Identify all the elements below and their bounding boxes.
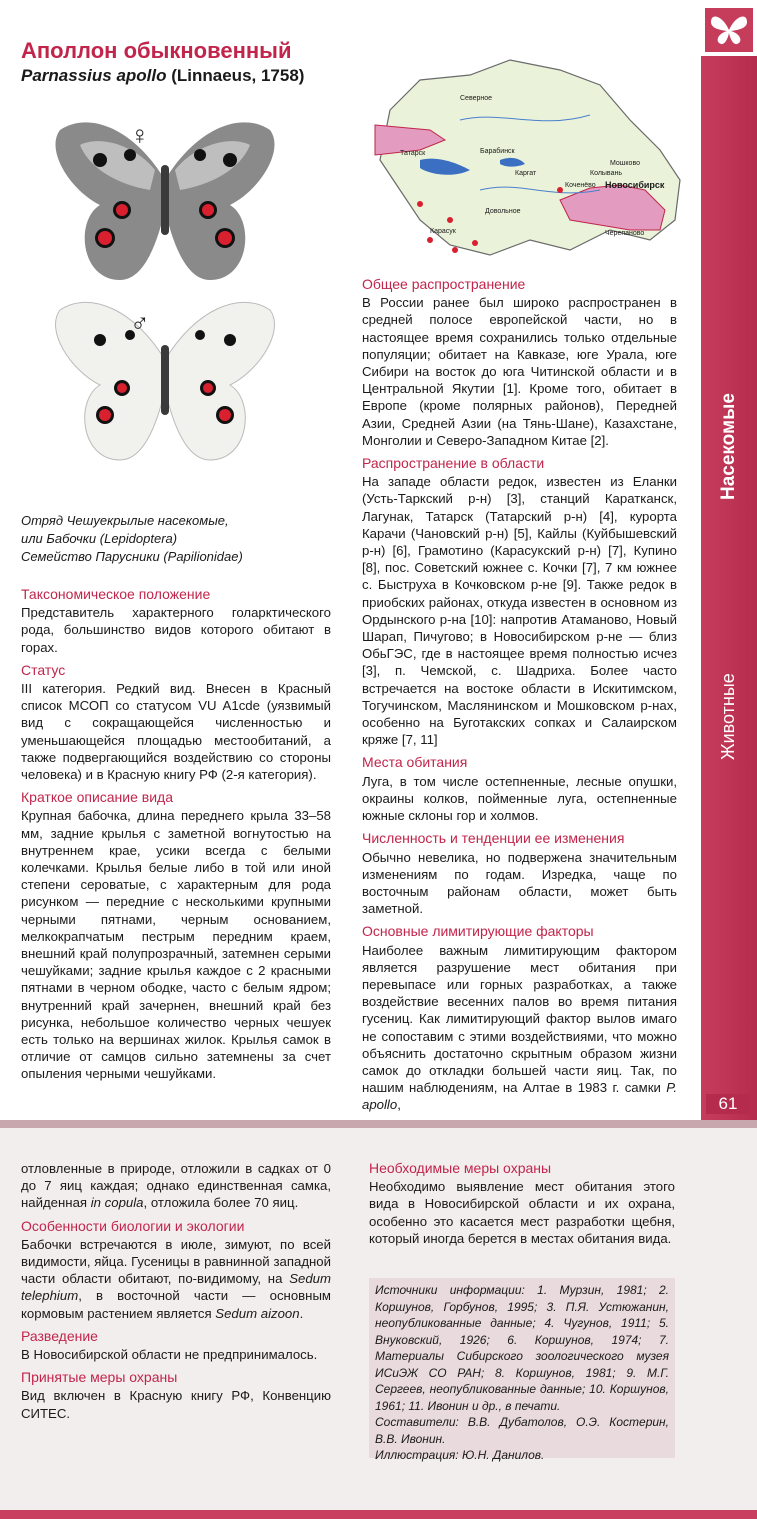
map-label-dovolnoe: Довольное	[485, 208, 521, 215]
limiting-text: Наиболее важным лимитирующим фактором является разрушение мест обитания при перевыпасе или горных разработках, а также воздействие весенних палов во время питания гусениц. Как лимитирующий фактор вылов имаго не сопоставим с этими воздействиями, что можно объяснить достаточно скрытным образом жизни самок до откладки большей части яиц. Так, по нашим наблюдениям, на Алтае в 1983 г. самки P. apollo,	[362, 942, 677, 1113]
bottom-left-column	[21, 1160, 331, 1422]
biology-heading: Особенности биологии и экологии	[21, 1217, 245, 1234]
status-text: III категория. Редкий вид. Внесен в Красный список МСОП со статусом VU A1cde (уязвимый вид с сокращающейся численностью и уменьшающейся площадью местообитаний, а также подвергающийся воздействию со стороны человека) и в Красную книгу РФ (2-я категория).	[21, 681, 331, 783]
taxonomy-text: Представитель характерного голарктического рода, большинство видов которого обитают в горах.	[21, 605, 331, 655]
map-label-cherepanovo: Черепаново	[605, 230, 645, 237]
map-label-severnoe: Северное	[460, 95, 493, 102]
map-label-karasuk: Карасук	[430, 228, 456, 235]
status-heading: Статус	[21, 661, 66, 678]
side-band	[701, 0, 757, 1120]
map-label-moshkovo: Мошково	[610, 160, 640, 167]
needed-text: Необходимо выявление мест обитания этого вида в Новосибирской области и их охрана, особенно это касается мест разработки щебня, который иногда берется в местах обитания вида.	[369, 1179, 675, 1246]
butterfly-icon	[705, 8, 753, 52]
map-label-kochenevo: Коченёво	[565, 182, 596, 189]
butterfly-tab	[705, 8, 753, 52]
habitat-heading: Места обитания	[362, 754, 468, 771]
region-heading: Распространение в области	[362, 455, 545, 472]
needed-heading: Необходимые меры охраны	[369, 1160, 552, 1176]
breeding-heading: Разведение	[21, 1327, 98, 1344]
right-column	[362, 270, 677, 1114]
map-label-barabinsk: Барабинск	[480, 148, 515, 155]
male-symbol: ♂	[130, 308, 150, 338]
band-corner	[701, 0, 757, 56]
measures-heading: Принятые меры охраны	[21, 1369, 178, 1386]
compilers-text: Составители: В.В. Дубатолов, О.Э. Костерин, В.В. Ивонин.	[375, 1415, 669, 1446]
sources-text: Источники информации: 1. Мурзин, 1981; 2. Коршунов, Горбунов, 1995; 3. П.Я. Устюжанин, неопубликованные данные; 4. Чугунов, 1911; 5. Внуковский, 1926; 6. Коршунов, 1974; 7. Материалы Сибирского зоологического музея ИСиЭЖ СО РАН; 8. Коршунов, 1981; 9. М.Г. Сергеев, неопубликованные данные; 10. Коршунов, 1961; 11. Ивонин и др., в печати.	[375, 1283, 669, 1413]
continued-text: отловленные в природе, отложили в садках от 0 до 7 яиц каждая; однако единственная самка, найденная in copula, отложила более 70 яиц.	[21, 1161, 331, 1211]
map-label-novosibirsk: Новосибирск	[605, 180, 665, 190]
abundance-text: Обычно невелика, но подвержена значительным изменениям по годам. Изредка, чаще по восточным районам области, может быть заметной.	[362, 849, 677, 917]
latin-binomial: Parnassius apollo	[21, 66, 167, 85]
page-gap	[0, 1120, 757, 1128]
distribution-heading: Общее распространение	[362, 276, 526, 292]
limiting-heading: Основные лимитирующие факторы	[362, 923, 594, 940]
page-number: 61	[706, 1094, 750, 1114]
map-label-kargat: Каргат	[515, 170, 537, 177]
species-title: Аполлон обыкновенный	[21, 38, 292, 63]
bottom-line	[0, 1510, 757, 1519]
bottom-right-column	[369, 1160, 675, 1247]
taxonomy-heading: Таксономическое положение	[21, 586, 211, 602]
taxonomy-caption	[21, 512, 243, 566]
map-label-tatarsk: Татарск	[400, 150, 426, 157]
caption-line-3: Семейство Парусники (Papilionidae)	[21, 549, 243, 564]
section-tab-animals: Животные	[718, 673, 738, 760]
left-column	[21, 580, 331, 1083]
distribution-text: В России ранее был широко распространен в средней полосе европейской части, но в настоящее время сохранились только отдельные популяции; обитает на Кавказе, юге Урала, юге Сибири на восток до юга Читинской области и в Центральной Якутии [1]. Кроме того, обитает в Европе (кроме полярных районов), Передней Азии, Средней Азии (на Тянь-Шане), Казахстане, Монголии и Северо-Западном Китае [2].	[362, 295, 677, 448]
caption-line-2: или Бабочки (Lepidoptera)	[21, 531, 178, 546]
latin-author: (Linnaeus, 1758)	[171, 66, 305, 85]
distribution-map	[360, 40, 690, 270]
region-text: На западе области редок, известен из Еланки (Усть-Таркский р-н) [3], станций Каратканск, Лагунак, Татарск (Татарский р-н) [4], курорта Карачи (Чановский р-н) [5], Кайлы (Куйбышевский р-н) [6], Грамотино (Карасукский р-н) [7], Купино [8], пос. Советский южнее с. Кочки [7], 7 км южнее с. Быструха в Кочковском р-не [9]. Также редок в приобских районах, откуда известен в основном из Ордынского р-на [10]: напротив Атаманово, Новый Шарап, Пичугово; в Новосибирском р-не — близ ОбьГЭС, где в настоящее время полностью исчез [3], п. Чемской, с. Шадриха. Более часто встречается на востоке области в Искитимском, Тогучинском, Маслянинском и Мошковском р-нах, особенно на Буготакских сопках и Салаирском кряже [7, 11]	[362, 474, 677, 748]
female-symbol: ♀	[130, 120, 150, 150]
latin-name	[21, 66, 304, 86]
sources-box	[369, 1278, 675, 1462]
male-butterfly-image	[40, 290, 290, 475]
caption-line-1: Отряд Чешуекрылые насекомые,	[21, 513, 229, 528]
section-tab-insects: Насекомые	[718, 393, 739, 500]
habitat-text: Луга, в том числе остепненные, лесные опушки, окраины колков, пойменные луга, остепненные южные склоны гор и холмов.	[362, 773, 677, 824]
description-heading: Краткое описание вида	[21, 789, 173, 806]
biology-text: Бабочки встречаются в июле, зимуют, по всей видимости, яйца. Гусеницы в равнинной западной части области обитают, по-видимому, на Sedum telephium, в восточной части — основным кормовым растением является Sedum aizoon.	[21, 1236, 331, 1321]
map-label-kolyvan: Колывань	[590, 170, 622, 177]
abundance-heading: Численность и тенденции ее изменения	[362, 830, 625, 847]
measures-text: Вид включен в Красную книгу РФ, Конвенцию СИТЕС.	[21, 1388, 331, 1421]
female-butterfly-image	[40, 110, 290, 295]
breeding-text: В Новосибирской области не предпринималось.	[21, 1347, 318, 1363]
description-text: Крупная бабочка, длина переднего крыла 33–58 мм, задние крылья с заметной вогнутостью на внутреннем крае, усики всегда с белыми колечками. Крылья белые либо в той или иной степени сероватые, с характерным для рода рисунком — передние с несколькими крупными черными пятнами, черным основанием, мелкокрапчатым пестрым передним краем, внешний край полупрозрачный, затемнен серыми чешуйками; задние крылья каждое с 2 красными пятнами в черном ободке, часто с белым ядром; внутренний край зачернен, внешний край без рисунка, небольшое количество черных чешуек есть только на вершинах жилок. Крылья самок в отличие от самцов сильно затемнены за счет опыления черными чешуйками.	[21, 808, 331, 1082]
illustration-text: Иллюстрация: Ю.Н. Данилов.	[375, 1448, 545, 1462]
